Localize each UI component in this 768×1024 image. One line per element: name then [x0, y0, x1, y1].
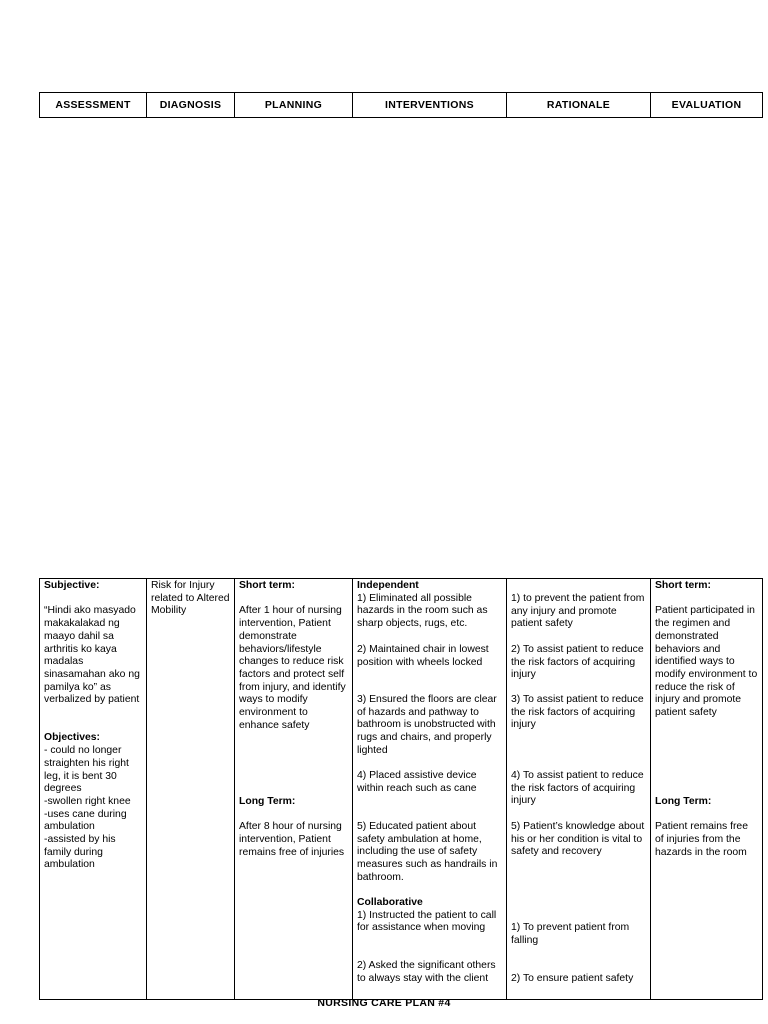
- header-interventions: INTERVENTIONS: [353, 93, 507, 118]
- intervention-item: 5) Educated patient about safety ambulation at home, including the use of safety measures such as handrails in bathroom.: [357, 821, 498, 883]
- intervention-item: 4) Placed assistive device within reach such as cane: [357, 770, 477, 794]
- collaborative-title: Collaborative: [357, 897, 423, 908]
- objective-item: -uses cane during ambulation: [44, 808, 127, 833]
- header-table: [39, 92, 763, 118]
- rationale-cell: [507, 579, 651, 1000]
- objective-item: -swollen right knee: [44, 795, 131, 807]
- header-evaluation: EVALUATION: [651, 93, 763, 118]
- diagnosis-text: Risk for Injury related to Altered Mobility: [151, 580, 230, 617]
- evaluation-long-text: Patient remains free of injuries from the hazards in the room: [655, 821, 748, 858]
- planning-cell: [235, 579, 353, 1000]
- rationale-item: 1) To prevent patient from falling: [511, 922, 630, 946]
- assessment-cell: [40, 579, 147, 1000]
- independent-title: Independent: [357, 580, 419, 591]
- header-diagnosis: DIAGNOSIS: [147, 93, 235, 118]
- planning-long-text: After 8 hour of nursing intervention, Patient remains free of injuries: [239, 821, 345, 858]
- header-assessment: ASSESSMENT: [40, 93, 147, 118]
- objective-item: - could no longer straighten his right leg, it is bent 30 degrees: [44, 745, 129, 795]
- subjective-title: Subjective:: [44, 580, 100, 591]
- rationale-item: 1) to prevent the patient from any injury and promote patient safety: [511, 593, 645, 630]
- rationale-item: 3) To assist patient to reduce the risk factors of acquiring injury: [511, 694, 644, 731]
- intervention-item: 1) Eliminated all possible hazards in the room such as sharp objects, rugs, etc.: [357, 592, 488, 630]
- evaluation-cell: [651, 579, 763, 1000]
- evaluation-short-title: Short term:: [655, 580, 711, 591]
- header-rationale: RATIONALE: [507, 93, 651, 118]
- rationale-item: 2) To ensure patient safety: [511, 973, 634, 984]
- planning-short-text: After 1 hour of nursing intervention, Patient demonstrate behaviors/lifestyle changes to reduce risk factors and protect self from injury, and identify ways to modify environment to enhance safety: [239, 605, 346, 731]
- interventions-cell: [353, 579, 507, 1000]
- care-plan-table: [39, 578, 763, 1000]
- intervention-item: 2) Maintained chair in lowest position with wheels locked: [357, 644, 489, 668]
- intervention-item: 3) Ensured the floors are clear of hazards and pathway to bathroom is unobstructed with rugs and chairs, and properly lighted: [357, 694, 497, 756]
- header-planning: PLANNING: [235, 93, 353, 118]
- evaluation-short-text: Patient participated in the regimen and demonstrated behaviors and identified ways to modify environment to reduce the risk of injury and promote patient safety: [655, 605, 758, 719]
- rationale-item: 5) Patient’s knowledge about his or her condition is vital to safety and recovery: [511, 821, 645, 858]
- care-plan-row: [40, 579, 763, 1000]
- rationale-item: 2) To assist patient to reduce the risk factors of acquiring injury: [511, 644, 644, 681]
- objective-item: -assisted by his family during ambulation: [44, 834, 116, 871]
- evaluation-long-title: Long Term:: [655, 796, 712, 807]
- care-plan-footer: NURSING CARE PLAN #4: [317, 997, 451, 1009]
- planning-short-title: Short term:: [239, 580, 295, 591]
- rationale-item: 4) To assist patient to reduce the risk factors of acquiring injury: [511, 770, 644, 807]
- diagnosis-cell: [147, 579, 235, 1000]
- planning-long-title: Long Term:: [239, 796, 296, 807]
- intervention-item: 1) Instructed the patient to call for assistance when moving: [357, 909, 497, 934]
- subjective-text: “Hindi ako masyado makakalakad ng maayo dahil sa arthritis ko kaya madalas sinasamahan ako ng pamilya ko” as verbalized by patient: [44, 605, 140, 706]
- intervention-item: 2) Asked the significant others to always stay with the client: [357, 960, 496, 984]
- header-row: [40, 93, 763, 118]
- objectives-title: Objectives:: [44, 732, 101, 744]
